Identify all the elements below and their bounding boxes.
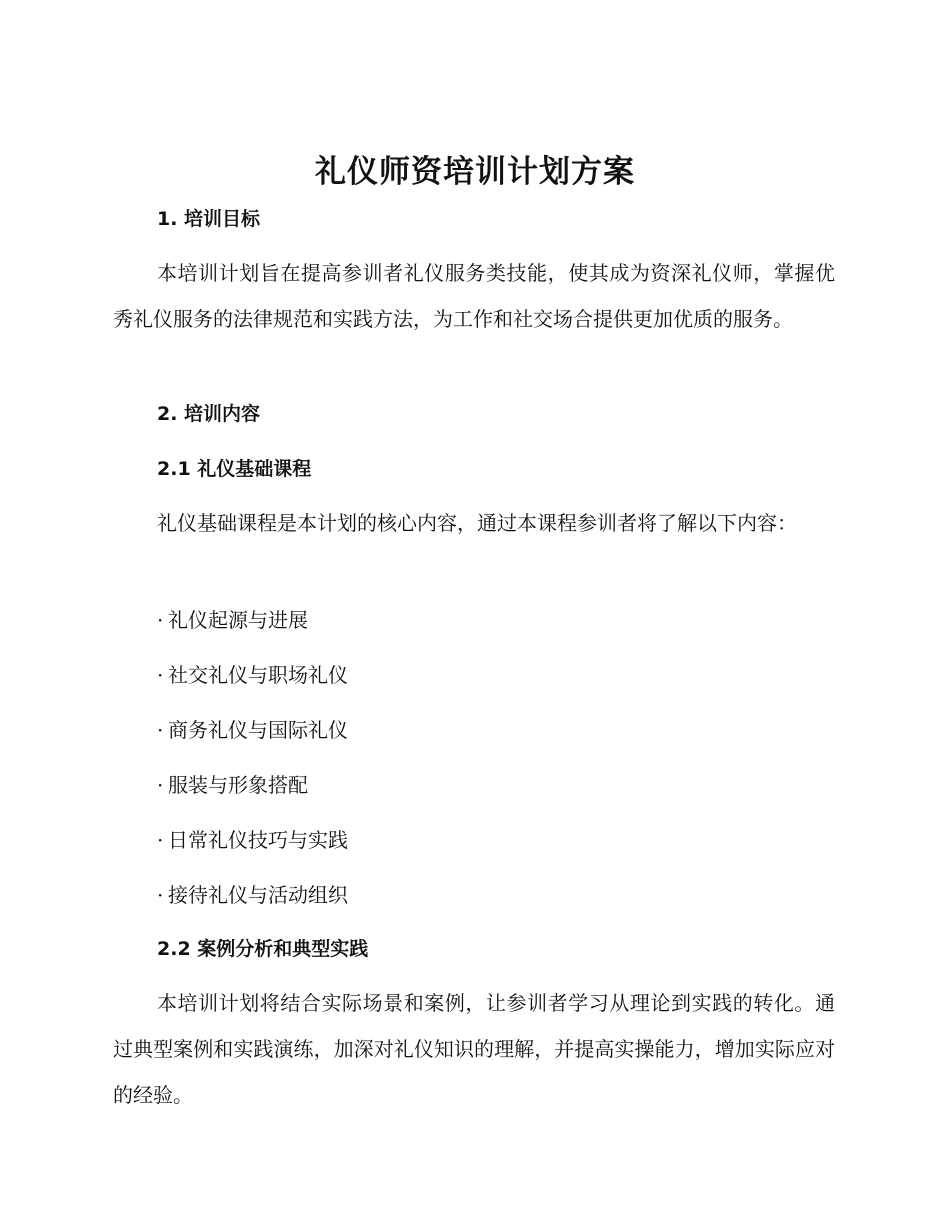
list-item-text: 接待礼仪与活动组织 bbox=[168, 883, 348, 907]
etiquette-basics-paragraph: 礼仪基础课程是本计划的核心内容，通过本课程参训者将了解以下内容： bbox=[157, 511, 797, 535]
list-item-text: 日常礼仪技巧与实践 bbox=[168, 828, 348, 852]
training-goal-paragraph: 本培训计划旨在提高参训者礼仪服务类技能，使其成为资深礼仪师，掌握优秀礼仪服务的法律规范和实践方法，为工作和社交场合提供更加优质的服务。 bbox=[113, 261, 835, 331]
list-item bbox=[157, 715, 348, 745]
document-title: 礼仪师资培训计划方案 bbox=[315, 154, 635, 190]
section-heading-etiquette-basics: 2.1 礼仪基础课程 bbox=[157, 458, 312, 480]
section-heading-training-content: 2. 培训内容 bbox=[157, 403, 261, 425]
bullet-marker: · bbox=[157, 718, 164, 742]
list-item bbox=[157, 770, 308, 800]
list-item-text: 社交礼仪与职场礼仪 bbox=[168, 663, 348, 687]
section-heading-case-analysis: 2.2 案例分析和典型实践 bbox=[157, 938, 369, 960]
section-heading-training-goal: 1. 培训目标 bbox=[157, 208, 261, 230]
list-item bbox=[157, 880, 348, 910]
list-item bbox=[157, 605, 308, 635]
bullet-marker: · bbox=[157, 883, 164, 907]
bullet-marker: · bbox=[157, 608, 164, 632]
list-item-text: 服装与形象搭配 bbox=[168, 773, 308, 797]
list-item-text: 礼仪起源与进展 bbox=[168, 608, 308, 632]
bullet-marker: · bbox=[157, 663, 164, 687]
bullet-marker: · bbox=[157, 773, 164, 797]
case-analysis-paragraph: 本培训计划将结合实际场景和案例，让参训者学习从理论到实践的转化。通过典型案例和实践演练，加深对礼仪知识的理解，并提高实操能力，增加实际应对的经验。 bbox=[113, 991, 835, 1107]
bullet-marker: · bbox=[157, 828, 164, 852]
list-item-text: 商务礼仪与国际礼仪 bbox=[168, 718, 348, 742]
list-item bbox=[157, 660, 348, 690]
list-item bbox=[157, 825, 348, 855]
